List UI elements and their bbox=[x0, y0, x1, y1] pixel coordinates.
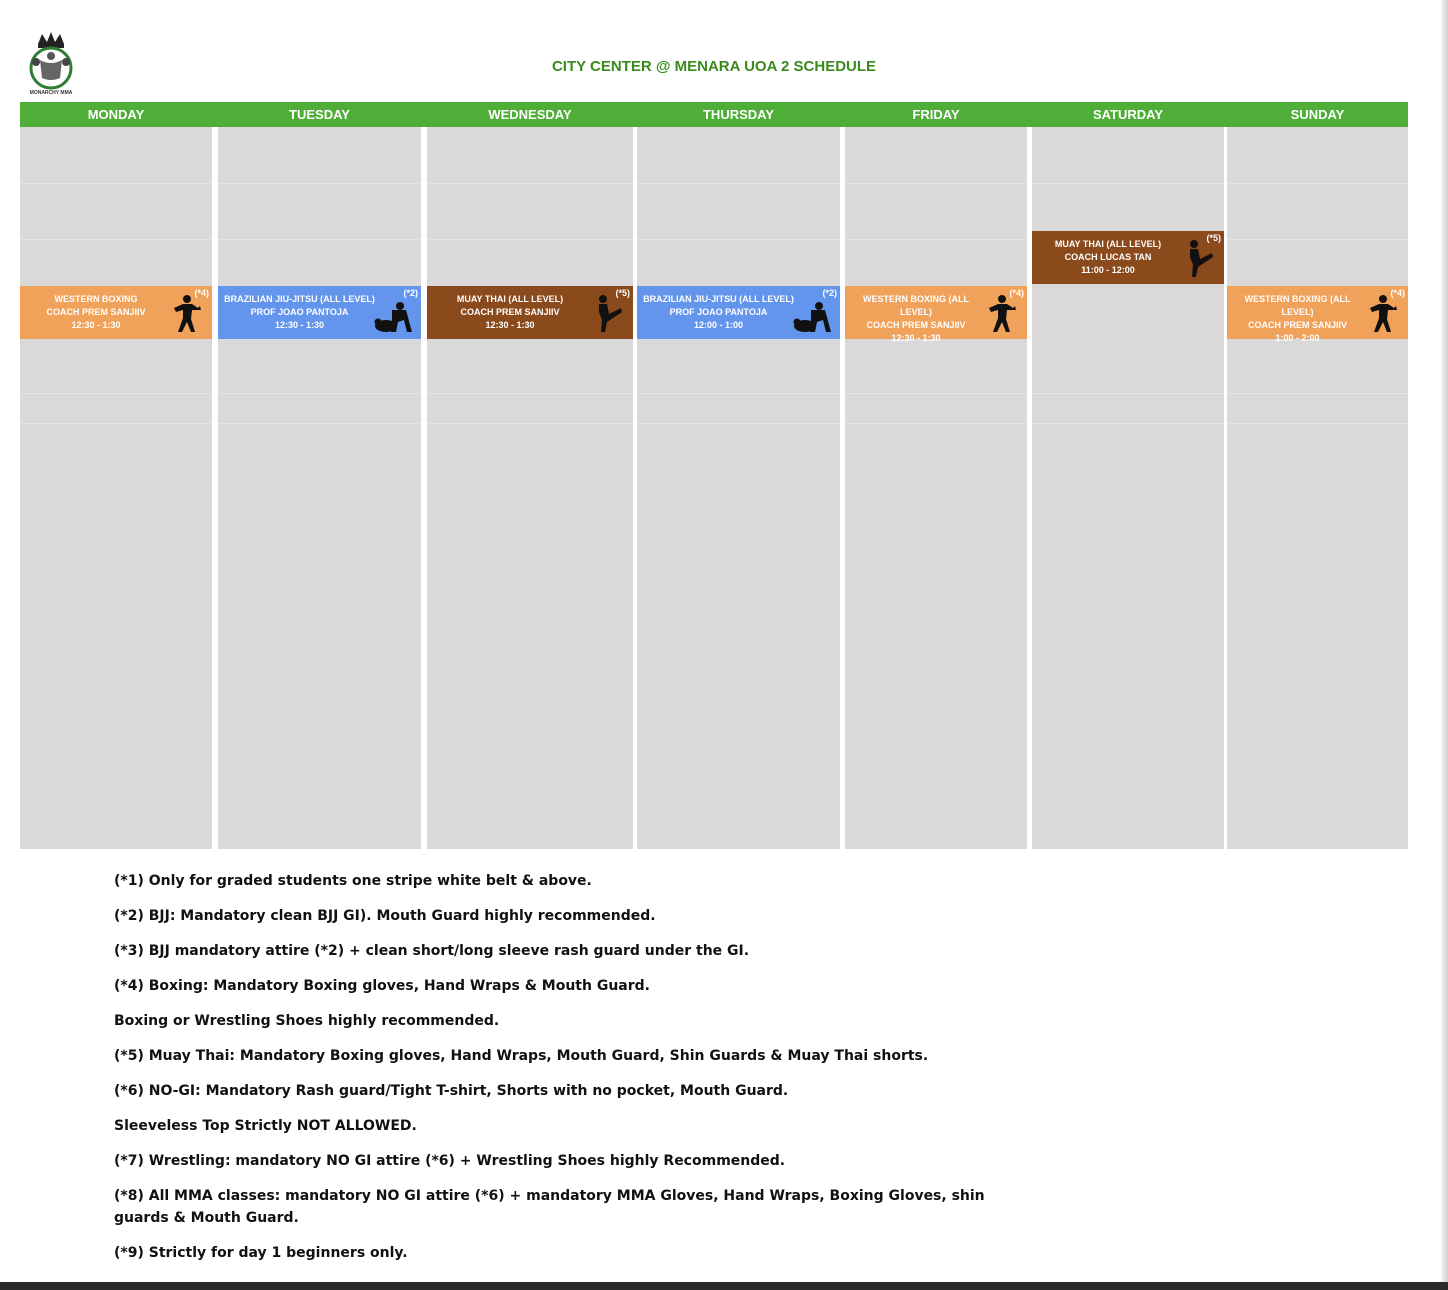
day-header-thursday: THURSDAY bbox=[702, 107, 775, 122]
class-block-sunday-boxing[interactable] bbox=[1227, 286, 1408, 343]
class-time: 12:30 - 1:30 bbox=[71, 320, 121, 330]
class-time: 11:00 - 12:00 bbox=[1081, 265, 1135, 275]
page-edge-shadow bbox=[1441, 0, 1448, 1282]
day-column-friday bbox=[845, 127, 1027, 849]
day-header-sunday: SUNDAY bbox=[1290, 107, 1345, 122]
day-column-sunday bbox=[1227, 127, 1408, 849]
class-note: (*4) bbox=[194, 288, 209, 298]
day-header-monday: MONDAY bbox=[87, 107, 145, 122]
class-time: 12:00 - 1:00 bbox=[693, 320, 744, 330]
class-coach: PROF JOAO PANTOJA bbox=[250, 307, 349, 317]
class-note: (*2) bbox=[403, 288, 418, 298]
bottom-bar bbox=[0, 1282, 1448, 1290]
day-header-wednesday: WEDNESDAY bbox=[488, 107, 572, 122]
class-name: WESTERN BOXING bbox=[54, 294, 138, 304]
class-block-wednesday-muay-thai[interactable] bbox=[427, 286, 633, 339]
class-name: MUAY THAI (ALL LEVEL) bbox=[1054, 239, 1162, 249]
class-note: (*4) bbox=[1009, 288, 1024, 298]
class-note: (*4) bbox=[1390, 288, 1405, 298]
day-header-saturday: SATURDAY bbox=[1092, 107, 1164, 122]
class-name: BRAZILIAN JIU-JITSU (ALL LEVEL) bbox=[643, 294, 794, 304]
kickboxer-icon bbox=[1184, 239, 1214, 279]
boxer-icon bbox=[172, 294, 202, 334]
day-column-wednesday bbox=[427, 127, 633, 849]
class-coach: COACH LUCAS TAN bbox=[1064, 252, 1152, 262]
class-note: (*5) bbox=[1206, 233, 1221, 243]
class-block-friday-boxing[interactable] bbox=[845, 286, 1027, 343]
day-header-friday: FRIDAY bbox=[912, 107, 960, 122]
day-header-tuesday: TUESDAY bbox=[289, 107, 350, 122]
kickboxer-icon bbox=[593, 294, 623, 334]
class-block-saturday-muay-thai[interactable] bbox=[1032, 231, 1224, 284]
day-column-thursday bbox=[637, 127, 840, 849]
note-3: (*3) BJJ mandatory attire (*2) + clean short/long sleeve rash guard under the GI. bbox=[114, 943, 750, 959]
class-name: WESTERN BOXING (ALL LEVEL) bbox=[863, 294, 969, 317]
boxer-icon bbox=[1368, 294, 1398, 334]
class-coach: COACH PREM SANJIIV bbox=[866, 320, 966, 330]
day-header-bar bbox=[20, 102, 1408, 127]
class-time: 12:30 - 1:30 bbox=[274, 320, 325, 330]
class-time: 12:30 - 1:30 bbox=[485, 320, 535, 330]
class-note: (*5) bbox=[615, 288, 630, 298]
note-8: (*8) All MMA classes: mandatory NO GI attire (*6) + mandatory MMA Gloves, Hand Wraps, Boxing Gloves, shin guards & Mouth Guard. bbox=[114, 1188, 985, 1226]
note-4-cont: Boxing or Wrestling Shoes highly recommended. bbox=[114, 1013, 500, 1029]
note-6: (*6) NO-GI: Mandatory Rash guard/Tight T-shirt, Shorts with no pocket, Mouth Guard. bbox=[114, 1083, 789, 1099]
class-coach: COACH PREM SANJIIV bbox=[460, 307, 560, 317]
class-block-tuesday-bjj[interactable] bbox=[218, 286, 421, 339]
class-name: WESTERN BOXING (ALL LEVEL) bbox=[1244, 294, 1351, 317]
note-1: (*1) Only for graded students one stripe white belt & above. bbox=[114, 873, 592, 889]
page-title: CITY CENTER @ MENARA UOA 2 SCHEDULE bbox=[551, 58, 877, 75]
note-6-cont: Sleeveless Top Strictly NOT ALLOWED. bbox=[114, 1118, 417, 1134]
class-coach: PROF JOAO PANTOJA bbox=[669, 307, 768, 317]
class-time: 12:30 - 1:30 bbox=[891, 333, 941, 343]
grappling-icon bbox=[792, 294, 834, 334]
note-2: (*2) BJJ: Mandatory clean BJJ GI). Mouth Guard highly recommended. bbox=[114, 908, 656, 924]
class-coach: COACH PREM SANJIIV bbox=[46, 307, 146, 317]
note-9: (*9) Strictly for day 1 beginners only. bbox=[114, 1245, 408, 1261]
logo-text: MONARCHY MMA bbox=[29, 90, 73, 96]
day-column-monday bbox=[20, 127, 212, 849]
notes-section bbox=[114, 870, 1034, 1277]
boxer-icon bbox=[987, 294, 1017, 334]
note-4: (*4) Boxing: Mandatory Boxing gloves, Hand Wraps & Mouth Guard. bbox=[114, 978, 650, 994]
note-7: (*7) Wrestling: mandatory NO GI attire (*6) + Wrestling Shoes highly Recommended. bbox=[114, 1153, 786, 1169]
day-column-tuesday bbox=[218, 127, 421, 849]
grappling-icon bbox=[373, 294, 415, 334]
class-block-monday-boxing[interactable] bbox=[20, 286, 212, 339]
class-block-thursday-bjj[interactable] bbox=[637, 286, 840, 339]
class-name: BRAZILIAN JIU-JITSU (ALL LEVEL) bbox=[224, 294, 375, 304]
class-note: (*2) bbox=[822, 288, 837, 298]
note-5: (*5) Muay Thai: Mandatory Boxing gloves, Hand Wraps, Mouth Guard, Shin Guards & Muay Thai shorts. bbox=[114, 1048, 929, 1064]
class-coach: COACH PREM SANJIIV bbox=[1247, 320, 1347, 330]
class-name: MUAY THAI (ALL LEVEL) bbox=[456, 294, 564, 304]
class-time: 1:00 - 2:00 bbox=[1275, 333, 1320, 343]
